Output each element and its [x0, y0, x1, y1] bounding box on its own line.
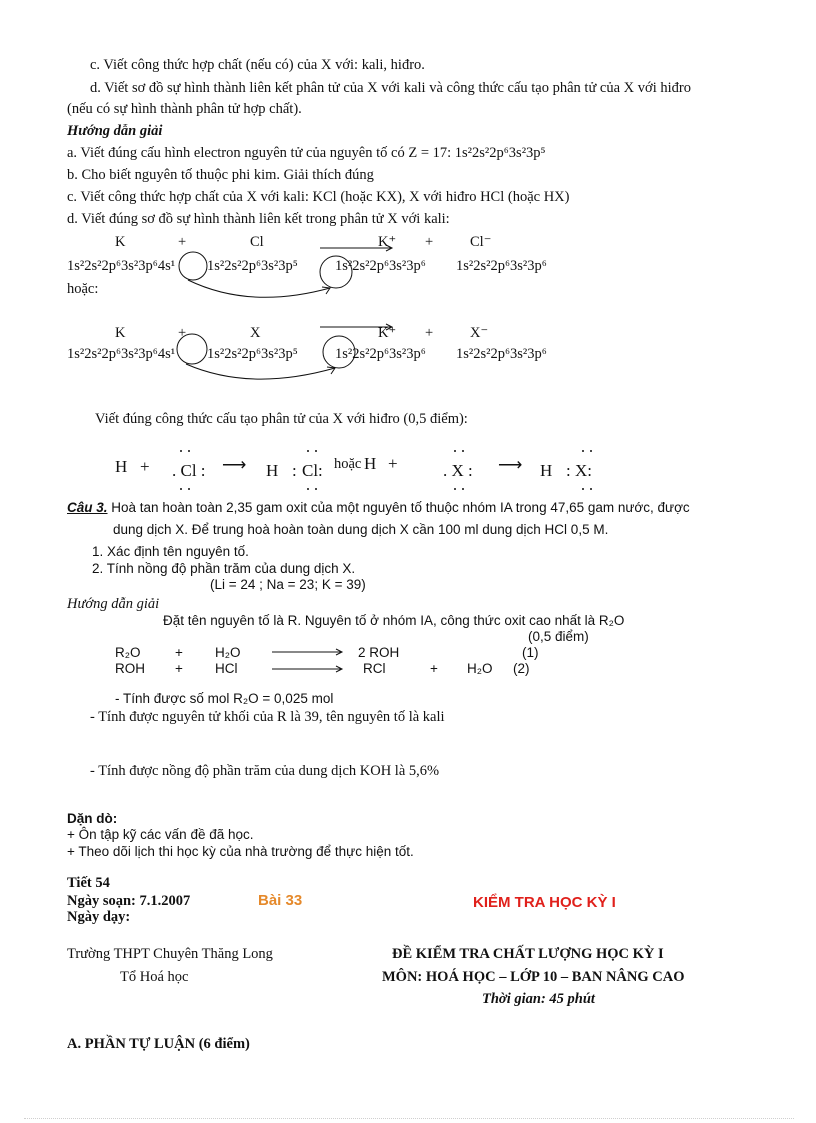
- scheme2-circle-x-icon: [323, 336, 355, 368]
- school-name: Trường THPT Chuyên Thăng Long: [67, 946, 273, 962]
- scheme1-circle-k-icon: [179, 252, 207, 280]
- or-label: hoặc:: [67, 281, 99, 297]
- question-3-part1: 1. Xác định tên nguyên tố.: [92, 544, 249, 559]
- r2-plus: +: [175, 661, 183, 676]
- department: Tổ Hoá học: [120, 969, 189, 985]
- scheme1-transfer-arrow-icon: [188, 280, 330, 297]
- question-3-part2: 2. Tính nồng độ phần trăm của dung dịch X.: [92, 561, 356, 576]
- scheme1-config-kplus: 1s²2s²2p⁶3s²3p⁶: [335, 258, 426, 274]
- exam-title-red: KIỂM TRA HỌC KỲ I: [473, 894, 616, 911]
- guide-heading-1: Hướng dẫn giải: [67, 123, 163, 139]
- r1-reactant2: H₂O: [215, 645, 241, 660]
- scheme1-plus: +: [178, 234, 187, 250]
- lewis-plus2: +: [388, 454, 398, 473]
- lewis-cl2: Cl:: [302, 461, 323, 480]
- scheme2-circle-k-icon: [177, 334, 207, 364]
- exam-heading: ĐỀ KIỂM TRA CHẤT LƯỢNG HỌC KỲ I: [392, 946, 664, 962]
- scheme2-xminus: X⁻: [470, 325, 489, 341]
- lewis-arrow2: ⟶: [498, 455, 523, 474]
- lewis-arrow1: ⟶: [222, 455, 247, 474]
- question-3-cont: dung dịch X. Để trung hoà hoàn toàn dung dịch X cần 100 ml dung dịch HCl 0,5 M.: [113, 522, 609, 537]
- lewis-h1: H: [115, 457, 128, 476]
- lewis-x2: : X:: [566, 461, 592, 480]
- points-label: (0,5 điểm): [528, 629, 589, 644]
- answer-c: c. Viết công thức hợp chất của X với kali: KCl (hoặc KX), X với hiđro HCl (hoặc HX): [67, 189, 570, 205]
- reminder-1: + Ôn tập kỹ các vấn đề đã học.: [67, 827, 254, 842]
- structural-formula-heading: Viết đúng công thức cấu tạo phân tử của X với hiđro (0,5 điểm):: [95, 411, 468, 427]
- lesson-number: Tiết 54: [67, 875, 110, 891]
- scheme1-k: K: [115, 234, 126, 250]
- scheme2-config-x: 1s²2s²2p⁶3s²3p⁵: [207, 346, 298, 362]
- calc-2: - Tính được nguyên tử khối của R là 39, tên nguyên tố là kali: [90, 709, 445, 725]
- calc-3: - Tính được nồng độ phần trăm của dung dịch KOH là 5,6%: [90, 763, 440, 779]
- scheme2-kplus: K⁺: [378, 325, 397, 341]
- question-c: c. Viết công thức hợp chất (nếu có) của X với: kali, hiđro.: [90, 57, 425, 73]
- lewis-h4: H: [540, 461, 553, 480]
- scheme1-plus2: +: [425, 234, 434, 250]
- r2-product2: H₂O: [467, 661, 493, 676]
- question-3-label: Câu 3.: [67, 500, 108, 515]
- lewis-or: hoặc: [334, 456, 362, 472]
- r2-reactant2: HCl: [215, 661, 238, 676]
- r1-number: (1): [522, 645, 539, 660]
- lewis-plus1: +: [140, 457, 150, 476]
- question-3-text: Hoà tan hoàn toàn 2,35 gam oxit của một nguyên tố thuộc nhóm IA trong 47,65 gam nước, được: [111, 500, 690, 515]
- r1-plus: +: [175, 645, 183, 660]
- scheme2-config-xminus: 1s²2s²2p⁶3s²3p⁶: [456, 346, 547, 362]
- r2-number: (2): [513, 661, 530, 676]
- answer-b: b. Cho biết nguyên tố thuộc phi kim. Giải thích đúng: [67, 167, 374, 183]
- scheme1-config-cl: 1s²2s²2p⁶3s²3p⁵: [207, 258, 298, 274]
- scheme2-k: K: [115, 325, 126, 341]
- page-footer-dots: [24, 1118, 794, 1120]
- lewis-colon: :: [292, 461, 297, 480]
- scheme2-transfer-arrow-icon: [186, 364, 335, 379]
- r1-reactant1: R₂O: [115, 645, 141, 660]
- lewis-x1: . X :: [443, 461, 473, 480]
- scheme1-config-k: 1s²2s²2p⁶3s²3p⁶4s¹: [67, 258, 176, 274]
- reminder-2: + Theo dõi lịch thi học kỳ của nhà trường để thực hiện tốt.: [67, 844, 414, 859]
- teach-date: Ngày dạy:: [67, 909, 131, 925]
- atomic-masses: (Li = 24 ; Na = 23; K = 39): [210, 577, 366, 592]
- scheme1-kplus: K⁺: [378, 234, 397, 250]
- guide-intro: Đặt tên nguyên tố là R. Nguyên tố ở nhóm IA, công thức oxit cao nhất là R₂O: [163, 613, 625, 628]
- scheme2-config-k: 1s²2s²2p⁶3s²3p⁶4s¹: [67, 346, 176, 362]
- exam-subject: MÔN: HOÁ HỌC – LỚP 10 – BAN NÂNG CAO: [382, 969, 685, 985]
- lewis-cl1: . Cl :: [172, 461, 206, 480]
- answer-a: a. Viết đúng cấu hình electron nguyên tử của nguyên tố có Z = 17: 1s²2s²2p⁶3s²3p⁵: [67, 145, 546, 161]
- r2-product1: RCl: [363, 661, 386, 676]
- lewis-h2: H: [266, 461, 279, 480]
- exam-duration: Thời gian: 45 phút: [482, 991, 595, 1007]
- scheme1-config-clminus: 1s²2s²2p⁶3s²3p⁶: [456, 258, 547, 274]
- r2-plus2: +: [430, 661, 438, 676]
- question-3: [67, 499, 690, 517]
- scheme2-config-kplus: 1s²2s²2p⁶3s²3p⁶: [335, 346, 426, 362]
- answer-d: d. Viết đúng sơ đồ sự hình thành liên kết trong phân tử X với kali:: [67, 211, 450, 227]
- lewis-h3: H: [364, 454, 377, 473]
- scheme1-circle-cl-icon: [320, 256, 352, 288]
- scheme1-cl: Cl: [250, 234, 264, 250]
- guide-heading-2: Hướng dẫn giải: [67, 596, 160, 612]
- calc-1: - Tính được số mol R₂O = 0,025 mol: [115, 691, 334, 706]
- prep-date: Ngày soạn: 7.1.2007: [67, 893, 191, 909]
- lesson-label: Bài 33: [258, 892, 303, 909]
- scheme2-plus2: +: [425, 325, 434, 341]
- section-a-heading: A. PHẦN TỰ LUẬN (6 điểm): [67, 1036, 250, 1052]
- question-d: d. Viết sơ đồ sự hình thành liên kết phân tử của X với kali và công thức cấu tạo phân tử của X với hiđro: [90, 80, 691, 96]
- reminder-heading: Dặn dò:: [67, 811, 118, 826]
- r2-reactant1: ROH: [115, 661, 145, 676]
- scheme2-x: X: [250, 325, 261, 341]
- scheme1-clminus: Cl⁻: [470, 234, 492, 250]
- scheme2-plus: +: [178, 325, 187, 341]
- question-d-cont: (nếu có sự hình thành phân tử hợp chất).: [67, 101, 302, 117]
- r1-product: 2 ROH: [358, 645, 400, 660]
